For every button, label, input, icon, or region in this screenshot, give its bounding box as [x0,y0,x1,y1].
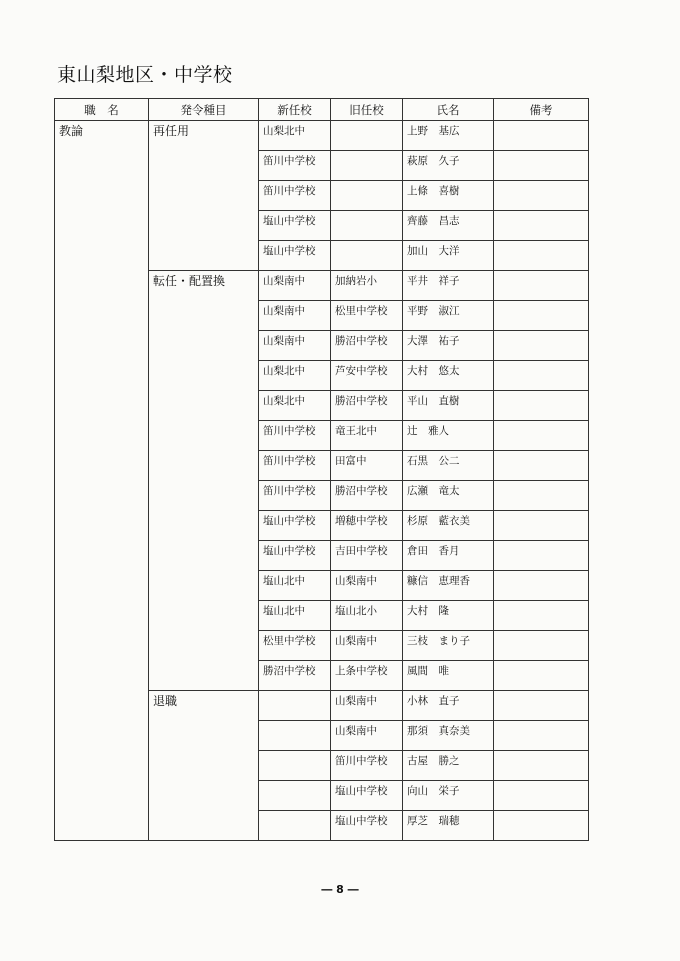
name-cell: 大澤 祐子 [403,331,494,361]
name-cell: 辻 雅人 [403,421,494,451]
old-school-cell: 塩山中学校 [331,811,403,841]
header-position: 職 名 [55,99,149,121]
name-cell: 平野 淑江 [403,301,494,331]
appointment-type-cell: 転任・配置換 [149,271,259,691]
remarks-cell [494,121,589,151]
name-cell: 上野 基広 [403,121,494,151]
remarks-cell [494,271,589,301]
remarks-cell [494,361,589,391]
remarks-cell [494,511,589,541]
new-school-cell: 山梨北中 [259,391,331,421]
old-school-cell: 塩山中学校 [331,781,403,811]
old-school-cell: 勝沼中学校 [331,481,403,511]
remarks-cell [494,811,589,841]
remarks-cell [494,781,589,811]
old-school-cell: 吉田中学校 [331,541,403,571]
old-school-cell: 笛川中学校 [331,751,403,781]
header-old-school: 旧任校 [331,99,403,121]
name-cell: 小林 直子 [403,691,494,721]
new-school-cell: 塩山北中 [259,601,331,631]
header-new-school: 新任校 [259,99,331,121]
old-school-cell [331,181,403,211]
old-school-cell: 山梨南中 [331,691,403,721]
remarks-cell [494,751,589,781]
name-cell: 大村 隆 [403,601,494,631]
new-school-cell: 山梨北中 [259,361,331,391]
new-school-cell: 山梨南中 [259,301,331,331]
remarks-cell [494,151,589,181]
new-school-cell: 塩山中学校 [259,511,331,541]
name-cell: 大村 悠太 [403,361,494,391]
name-cell: 向山 栄子 [403,781,494,811]
remarks-cell [494,241,589,271]
new-school-cell: 山梨南中 [259,331,331,361]
new-school-cell: 山梨北中 [259,121,331,151]
name-cell: 杉原 藍衣美 [403,511,494,541]
remarks-cell [494,601,589,631]
old-school-cell: 増穂中学校 [331,511,403,541]
name-cell: 石黒 公二 [403,451,494,481]
appointment-type-cell: 再任用 [149,121,259,271]
name-cell: 上條 喜樹 [403,181,494,211]
old-school-cell: 竜王北中 [331,421,403,451]
remarks-cell [494,421,589,451]
old-school-cell: 山梨南中 [331,631,403,661]
name-cell: 倉田 香月 [403,541,494,571]
old-school-cell: 芦安中学校 [331,361,403,391]
remarks-cell [494,391,589,421]
old-school-cell: 上条中学校 [331,661,403,691]
old-school-cell: 松里中学校 [331,301,403,331]
name-cell: 那須 真奈美 [403,721,494,751]
appointment-type-cell: 退職 [149,691,259,841]
position-cell: 教論 [55,121,149,841]
name-cell: 糠信 恵理香 [403,571,494,601]
new-school-cell: 塩山北中 [259,571,331,601]
old-school-cell [331,151,403,181]
page-title: 東山梨地区・中学校 [57,64,233,86]
remarks-cell [494,211,589,241]
remarks-cell [494,541,589,571]
name-cell: 広瀬 竜太 [403,481,494,511]
header-appointment-type: 発令種目 [149,99,259,121]
remarks-cell [494,691,589,721]
old-school-cell [331,211,403,241]
name-cell: 風間 唯 [403,661,494,691]
old-school-cell: 山梨南中 [331,721,403,751]
new-school-cell: 笛川中学校 [259,481,331,511]
new-school-cell: 笛川中学校 [259,181,331,211]
name-cell: 平井 祥子 [403,271,494,301]
table-header-row [55,99,589,121]
new-school-cell: 塩山中学校 [259,211,331,241]
remarks-cell [494,481,589,511]
old-school-cell: 塩山北小 [331,601,403,631]
old-school-cell: 山梨南中 [331,571,403,601]
remarks-cell [494,661,589,691]
remarks-cell [494,451,589,481]
old-school-cell: 加納岩小 [331,271,403,301]
remarks-cell [494,331,589,361]
table-row [55,121,589,151]
name-cell: 三枝 まり子 [403,631,494,661]
new-school-cell: 山梨南中 [259,271,331,301]
name-cell: 齊藤 昌志 [403,211,494,241]
remarks-cell [494,181,589,211]
old-school-cell [331,241,403,271]
new-school-cell: 塩山中学校 [259,241,331,271]
name-cell: 平山 直樹 [403,391,494,421]
header-remarks: 備考 [494,99,589,121]
new-school-cell: 松里中学校 [259,631,331,661]
name-cell: 萩原 久子 [403,151,494,181]
header-name: 氏名 [403,99,494,121]
new-school-cell [259,691,331,721]
remarks-cell [494,721,589,751]
name-cell: 厚芝 瑞穂 [403,811,494,841]
new-school-cell: 笛川中学校 [259,421,331,451]
old-school-cell: 勝沼中学校 [331,391,403,421]
new-school-cell: 勝沼中学校 [259,661,331,691]
remarks-cell [494,301,589,331]
name-cell: 加山 大洋 [403,241,494,271]
new-school-cell: 塩山中学校 [259,541,331,571]
personnel-table [54,98,589,841]
page-number: ― 8 ― [321,883,359,896]
name-cell: 古屋 勝之 [403,751,494,781]
new-school-cell: 笛川中学校 [259,151,331,181]
new-school-cell [259,721,331,751]
new-school-cell [259,751,331,781]
old-school-cell: 田富中 [331,451,403,481]
new-school-cell [259,781,331,811]
remarks-cell [494,571,589,601]
old-school-cell [331,121,403,151]
remarks-cell [494,631,589,661]
old-school-cell: 勝沼中学校 [331,331,403,361]
table-body [55,121,589,841]
new-school-cell [259,811,331,841]
new-school-cell: 笛川中学校 [259,451,331,481]
